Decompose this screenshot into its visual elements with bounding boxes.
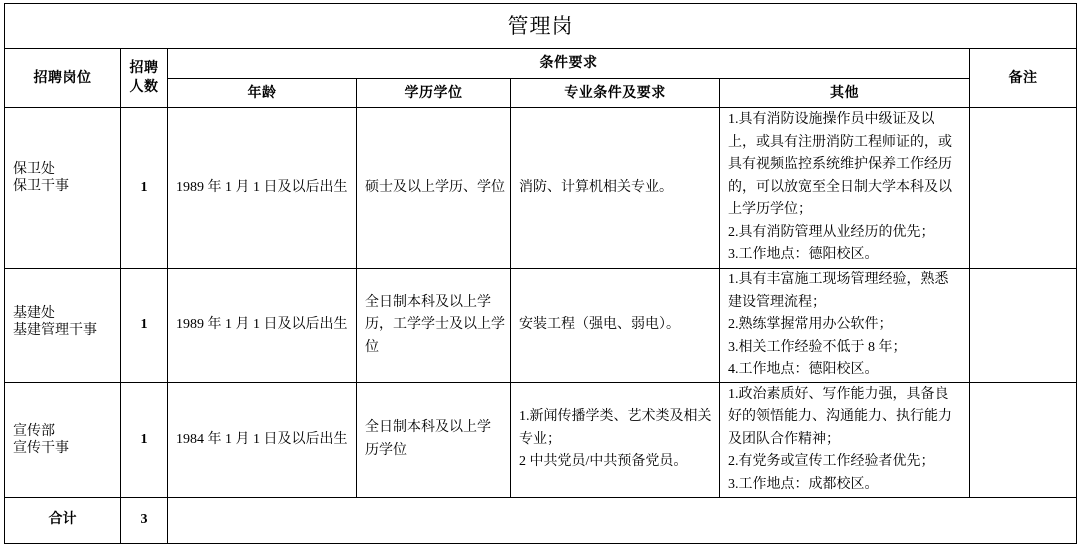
header-requirements: 条件要求 bbox=[168, 49, 970, 79]
recruitment-table bbox=[4, 3, 1077, 544]
table-title: 管理岗 bbox=[5, 4, 1077, 49]
other-cell: 1.政治素质好、写作能力强，具备良 好的领悟能力、沟通能力、执行能力 及团队合作精神； 2.有党务或宣传工作经验者优先； 3.工作地点：成都校区。 bbox=[720, 383, 970, 498]
table-row bbox=[5, 269, 1077, 383]
header-position: 招聘岗位 bbox=[5, 49, 121, 108]
count-cell: 1 bbox=[121, 383, 168, 498]
count-cell: 1 bbox=[121, 269, 168, 383]
total-blank-cell bbox=[168, 498, 1077, 544]
header-age: 年龄 bbox=[168, 79, 357, 108]
major-cell: 安装工程（强电、弱电）。 bbox=[511, 269, 720, 383]
remark-cell bbox=[970, 108, 1077, 269]
header-remark: 备注 bbox=[970, 49, 1077, 108]
count-cell: 1 bbox=[121, 108, 168, 269]
title-row bbox=[5, 4, 1077, 49]
position-cell: 保卫处 保卫干事 bbox=[5, 108, 121, 269]
education-cell: 硕士及以上学历、学位 bbox=[357, 108, 511, 269]
remark-cell bbox=[970, 269, 1077, 383]
age-cell: 1984 年 1 月 1 日及以后出生 bbox=[168, 383, 357, 498]
table-row bbox=[5, 108, 1077, 269]
education-cell: 全日制本科及以上学 历学位 bbox=[357, 383, 511, 498]
education-cell: 全日制本科及以上学 历，工学学士及以上学 位 bbox=[357, 269, 511, 383]
total-label: 合计 bbox=[5, 498, 121, 544]
major-cell: 1.新闻传播学类、艺术类及相关 专业； 2 中共党员/中共预备党员。 bbox=[511, 383, 720, 498]
document-sheet bbox=[4, 3, 1076, 544]
table-row bbox=[5, 383, 1077, 498]
age-cell: 1989 年 1 月 1 日及以后出生 bbox=[168, 269, 357, 383]
position-cell: 宣传部 宣传干事 bbox=[5, 383, 121, 498]
header-major: 专业条件及要求 bbox=[511, 79, 720, 108]
age-cell: 1989 年 1 月 1 日及以后出生 bbox=[168, 108, 357, 269]
total-count: 3 bbox=[121, 498, 168, 544]
remark-cell bbox=[970, 383, 1077, 498]
header-education: 学历学位 bbox=[357, 79, 511, 108]
total-row bbox=[5, 498, 1077, 544]
header-other: 其他 bbox=[720, 79, 970, 108]
position-cell: 基建处 基建管理干事 bbox=[5, 269, 121, 383]
header-count: 招聘 人数 bbox=[121, 49, 168, 108]
major-cell: 消防、计算机相关专业。 bbox=[511, 108, 720, 269]
header-row-main bbox=[5, 49, 1077, 79]
other-cell: 1.具有丰富施工现场管理经验，熟悉 建设管理流程； 2.熟练掌握常用办公软件； 3.相关工作经验不低于 8 年； 4.工作地点：德阳校区。 bbox=[720, 269, 970, 383]
other-cell: 1.具有消防设施操作员中级证及以 上，或具有注册消防工程师证的，或 具有视频监控系统维护保养工作经历 的，可以放宽至全日制大学本科及以 上学历学位； 2.具有消防管理从业经历的优先； 3.工作地点：德阳校区。 bbox=[720, 108, 970, 269]
